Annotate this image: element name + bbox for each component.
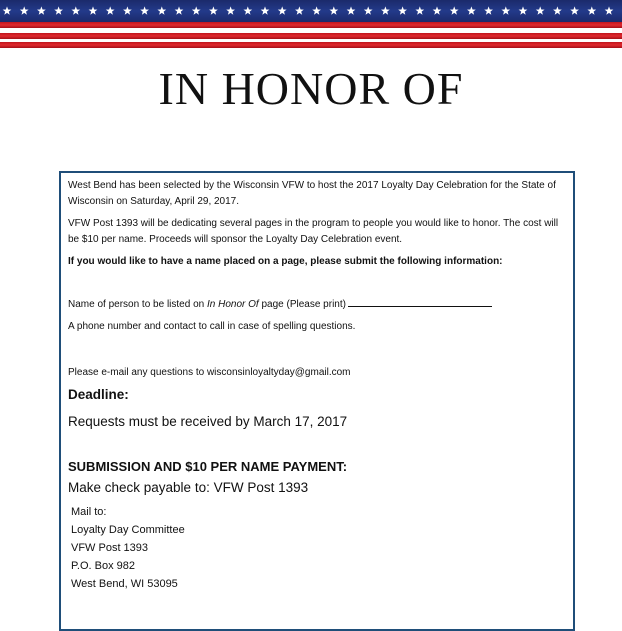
red-stripe [0, 42, 622, 48]
phone-line: A phone number and contact to call in case of spelling questions. [68, 321, 356, 332]
mail-label: Mail to: [71, 506, 107, 518]
star-icon [570, 6, 579, 14]
mail-line-2: VFW Post 1393 [71, 542, 149, 554]
star-icon [329, 6, 338, 14]
star-icon [71, 6, 80, 14]
stars-icon [0, 0, 622, 22]
star-band [0, 0, 622, 22]
star-icon [140, 6, 149, 14]
star-icon [157, 6, 166, 14]
star-icon [587, 6, 596, 14]
star-icon [123, 6, 132, 14]
deadline-heading: Deadline: [68, 387, 129, 402]
name-suffix: page (Please print) [258, 299, 346, 310]
mail-address [68, 503, 566, 593]
star-icon [519, 6, 528, 14]
star-icon [484, 6, 493, 14]
star-icon [605, 6, 614, 14]
star-icon [3, 6, 12, 14]
star-icon [536, 6, 545, 14]
star-icon [415, 6, 424, 14]
mail-line-3: P.O. Box 982 [71, 560, 136, 572]
name-italic: In Honor Of [206, 299, 259, 310]
star-icon [364, 6, 373, 14]
mail-line-4: West Bend, WI 53095 [71, 578, 178, 590]
star-icon [278, 6, 287, 14]
mail-line-1: Loyalty Day Committee [71, 524, 185, 536]
star-icon [106, 6, 115, 14]
submission-heading: SUBMISSION AND $10 PER NAME PAYMENT: [68, 459, 348, 474]
name-prefix: Name of person to be listed on [68, 299, 207, 310]
star-icon [89, 6, 98, 14]
check-line: Make check payable to: VFW Post 1393 [68, 480, 309, 495]
star-icon [381, 6, 390, 14]
star-icon [467, 6, 476, 14]
info-box [59, 171, 575, 631]
page-title: IN HONOR OF [158, 63, 464, 114]
instruction-paragraph: If you would like to have a name placed on a page, please submit the following information: [68, 256, 503, 267]
email-line: Please e-mail any questions to wisconsinloyaltyday@gmail.com [68, 367, 351, 378]
star-icon [54, 6, 63, 14]
star-icon [450, 6, 459, 14]
name-blank [348, 296, 492, 307]
deadline-text: Requests must be received by March 17, 2017 [68, 414, 348, 429]
star-icon [295, 6, 304, 14]
star-icon [192, 6, 201, 14]
star-icon [501, 6, 510, 14]
flag-banner [0, 0, 622, 48]
star-icon [398, 6, 407, 14]
star-icon [37, 6, 46, 14]
star-icon [347, 6, 356, 14]
star-icon [209, 6, 218, 14]
star-icon [261, 6, 270, 14]
name-line [68, 296, 566, 313]
star-icon [20, 6, 29, 14]
star-icon [243, 6, 252, 14]
star-icon [553, 6, 562, 14]
dedication-paragraph: VFW Post 1393 will be dedicating several pages in the program to people you would like to honor. The cost will be $10 per name. Proceeds will sponsor the Loyalty Day Celebration event. [68, 218, 559, 245]
intro-paragraph: West Bend has been selected by the Wisconsin VFW to host the 2017 Loyalty Day Celebration for the State of Wisconsin on Saturday, April 29, 2017. [68, 180, 556, 207]
star-icon [433, 6, 442, 14]
star-icon [312, 6, 321, 14]
star-icon [175, 6, 184, 14]
star-icon [226, 6, 235, 14]
